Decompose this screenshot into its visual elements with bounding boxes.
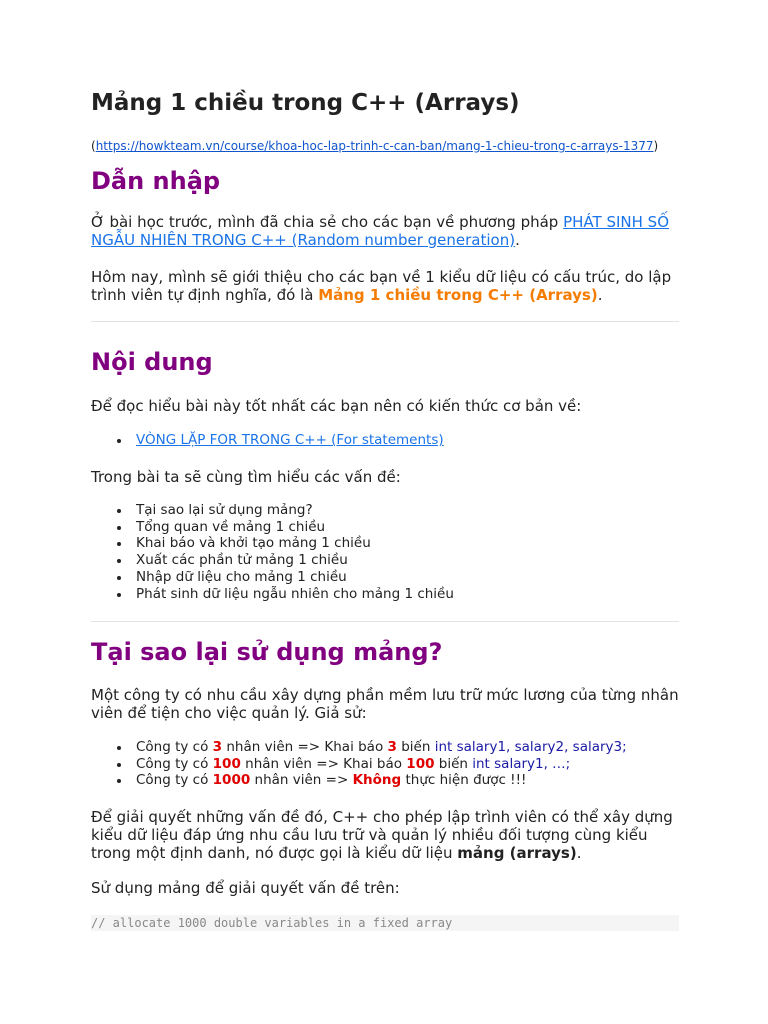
page-title: Mảng 1 chiều trong C++ (Arrays) xyxy=(91,90,520,116)
code-comment: // allocate 1000 double variables in a fixed array xyxy=(91,916,453,930)
intro-p1-end: . xyxy=(515,231,520,249)
list-item: Công ty có 3 nhân viên => Khai báo 3 biến int salary1, salary2, salary3; xyxy=(136,739,627,755)
topics-list xyxy=(91,502,454,602)
list-item: Tổng quan về mảng 1 chiều xyxy=(136,519,454,536)
why-p2-text: Để giải quyết những vấn đề đó, C++ cho phép lập trình viên có thể xây dựng kiểu dữ liệu đáp ứng nhu cầu lưu trữ và quản lý nhiều đối tượng cùng kiểu trong một định danh, nó được gọi là kiểu dữ liệu xyxy=(91,808,673,862)
heading-intro: Dẫn nhập xyxy=(91,167,221,195)
why-paragraph-2 xyxy=(91,808,679,862)
intro-p2-text: Hôm nay, mình sẽ giới thiệu cho các bạn về 1 kiểu dữ liệu có cấu trúc, do lập trình viên tự định nghĩa, đó là xyxy=(91,268,672,304)
prereq-text: Để đọc hiểu bài này tốt nhất các bạn nên có kiến thức cơ bản về: xyxy=(91,397,582,415)
intro-p1-text: Ở bài học trước, mình đã chia sẻ cho các bạn về phương pháp xyxy=(91,213,564,231)
list-item: Nhập dữ liệu cho mảng 1 chiều xyxy=(136,569,454,586)
random-number-link[interactable]: PHÁT SINH SỐ NGẪU NHIÊN TRONG C++ (Random number generation) xyxy=(91,213,670,249)
divider xyxy=(91,321,679,322)
intro-highlight: Mảng 1 chiều trong C++ (Arrays) xyxy=(318,286,598,304)
why-paragraph-3: Sử dụng mảng để giải quyết vấn đề trên: xyxy=(91,879,400,897)
list-item: Tại sao lại sử dụng mảng? xyxy=(136,502,454,519)
list-item: Phát sinh dữ liệu ngẫu nhiên cho mảng 1 chiều xyxy=(136,585,454,602)
why-p2-end: . xyxy=(576,844,582,862)
heading-why: Tại sao lại sử dụng mảng? xyxy=(91,638,443,666)
intro-p2-end: . xyxy=(597,286,603,304)
source-close-paren: ) xyxy=(653,139,659,153)
list-item: Xuất các phần tử mảng 1 chiều xyxy=(136,552,454,569)
why-paragraph-1: Một công ty có nhu cầu xây dựng phần mềm lưu trữ mức lương của từng nhân viên để tiện cho việc quản lý. Giả sử: xyxy=(91,686,679,722)
topics-intro: Trong bài ta sẽ cùng tìm hiểu các vấn đề: xyxy=(91,468,401,486)
intro-paragraph-1 xyxy=(91,213,679,249)
source-open-paren: ( xyxy=(91,139,96,153)
prereq-list xyxy=(91,432,444,449)
source-link[interactable]: https://howkteam.vn/course/khoa-hoc-lap-trinh-c-can-ban/mang-1-chieu-trong-c-arrays-1377 xyxy=(95,139,654,153)
source-line xyxy=(91,139,658,153)
code-block xyxy=(91,915,679,931)
list-item: Công ty có 1000 nhân viên => Không thực hiện được !!! xyxy=(136,772,627,789)
list-item: Khai báo và khởi tạo mảng 1 chiều xyxy=(136,535,454,552)
list-item: Công ty có 100 nhân viên => Khai báo 100 biến int salary1, …; xyxy=(136,756,627,773)
intro-paragraph-2 xyxy=(91,268,679,304)
arrays-term: mảng (arrays) xyxy=(457,844,577,862)
for-loop-link[interactable]: VÒNG LẶP FOR TRONG C++ (For statements) xyxy=(136,432,444,448)
heading-content: Nội dung xyxy=(91,348,213,376)
divider xyxy=(91,621,679,622)
list-item xyxy=(136,432,444,449)
company-list xyxy=(91,739,627,789)
